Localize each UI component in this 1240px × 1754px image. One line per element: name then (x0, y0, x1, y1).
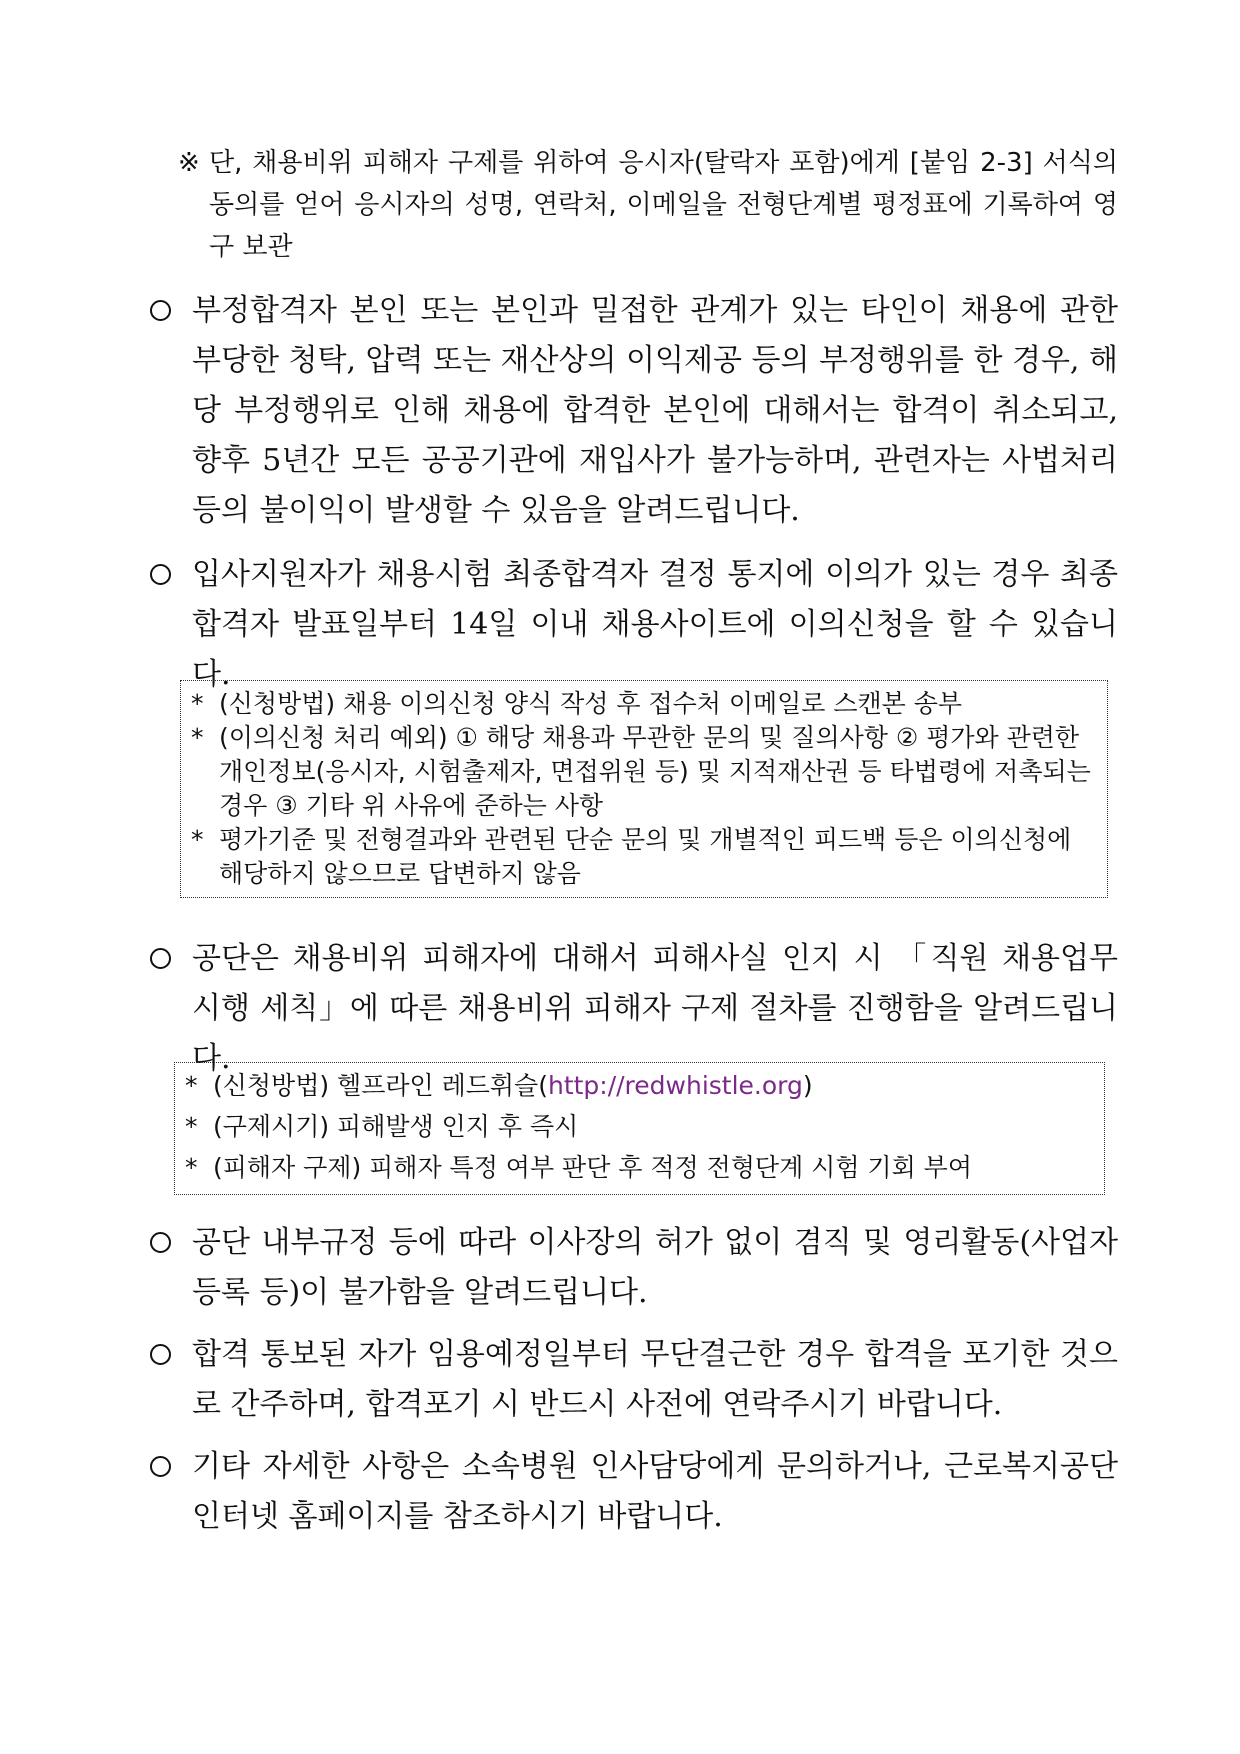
notice-item-objection (150, 550, 1118, 700)
box-row-text: (구제시기) 피해발생 인지 후 즉시 (213, 1112, 579, 1141)
box-row-text: 평가기준 및 전형결과와 관련된 단순 문의 및 개별적인 피드백 등은 이의신청에 해당하지 않으므로 답변하지 않음 (219, 825, 1072, 888)
box-row-text: (신청방법) 채용 이의신청 양식 작성 후 접수처 이메일로 스캔본 송부 (219, 689, 963, 718)
notice-text: 공단 내부규정 등에 따라 이사장의 허가 없이 겸직 및 영리활동(사업자 등록 등)이 불가함을 알려드립니다. (192, 1225, 1118, 1310)
asterisk-mark: * (185, 1112, 198, 1141)
asterisk-mark: * (191, 723, 204, 752)
box-row-text-suffix: ) (802, 1071, 813, 1100)
retention-note (178, 142, 1118, 268)
notice-item-inquiry (150, 1442, 1118, 1542)
box-row (191, 687, 1097, 721)
asterisk-mark: * (191, 689, 204, 718)
box-row-text: (이의신청 처리 예외) ① 해당 채용과 무관한 문의 및 질의사항 ② 평가와 관련한 개인정보(응시자, 시험출제자, 면접위원 등) 및 지적재산권 등 타법령에 저촉되는 경우 ③ 기타 위 사유에 준하는 사항 (219, 723, 1091, 820)
objection-details-box (180, 680, 1108, 898)
remedy-details-box (174, 1062, 1105, 1195)
notice-text: 공단은 채용비위 피해자에 대해서 피해사실 인지 시 「직원 채용업무 시행 세칙」에 따른 채용비위 피해자 구제 절차를 진행함을 알려드립니다. (192, 941, 1118, 1076)
redwhistle-link[interactable]: http://redwhistle.org (547, 1071, 803, 1100)
box-row (191, 721, 1097, 823)
box-row (185, 1106, 1094, 1147)
asterisk-mark: * (185, 1071, 198, 1100)
notice-text: 기타 자세한 사항은 소속병원 인사담당에게 문의하거나, 근로복지공단 인터넷 홈페이지를 참조하시기 바랍니다. (192, 1449, 1118, 1534)
circle-bullet-icon (150, 1232, 171, 1253)
box-row-text: (피해자 구제) 피해자 특정 여부 판단 후 적정 전형단계 시험 기회 부여 (213, 1153, 972, 1182)
box-row (185, 1147, 1094, 1188)
circle-bullet-icon (150, 300, 171, 321)
asterisk-mark: * (191, 825, 204, 854)
circle-bullet-icon (150, 1456, 171, 1477)
notice-item-side-job (150, 1218, 1118, 1318)
notice-text: 입사지원자가 채용시험 최종합격자 결정 통지에 이의가 있는 경우 최종 합격자 발표일부터 14일 이내 채용사이트에 이의신청을 할 수 있습니다. (192, 557, 1118, 692)
reference-mark: ※ (178, 148, 200, 178)
circle-bullet-icon (150, 1344, 171, 1365)
circle-bullet-icon (150, 948, 171, 969)
box-row (185, 1065, 1094, 1106)
notice-text: 합격 통보된 자가 임용예정일부터 무단결근한 경우 합격을 포기한 것으로 간주하며, 합격포기 시 반드시 사전에 연락주시기 바랍니다. (192, 1337, 1118, 1422)
asterisk-mark: * (185, 1153, 198, 1182)
box-row-text: (신청방법) 헬프라인 레드휘슬( (213, 1071, 548, 1100)
notice-item-fraud (150, 286, 1118, 536)
box-row (191, 823, 1097, 891)
notice-text: 부정합격자 본인 또는 본인과 밀접한 관계가 있는 타인이 채용에 관한 부당한 청탁, 압력 또는 재산상의 이익제공 등의 부정행위를 한 경우, 해당 부정행위로 인해 채용에 합격한 본인에 대해서는 합격이 취소되고, 향후 5년간 모든 공공기관에 재입사가 불가능하며, 관련자는 사법처리 등의 불이익이 발생할 수 있음을 알려드립니다. (192, 293, 1118, 528)
circle-bullet-icon (150, 564, 171, 585)
retention-note-text: 단, 채용비위 피해자 구제를 위하여 응시자(탈락자 포함)에게 [붙임 2-3] 서식의 동의를 얻어 응시자의 성명, 연락처, 이메일을 전형단계별 평정표에 기록하여 영구 보관 (209, 148, 1118, 262)
notice-item-absence (150, 1330, 1118, 1430)
